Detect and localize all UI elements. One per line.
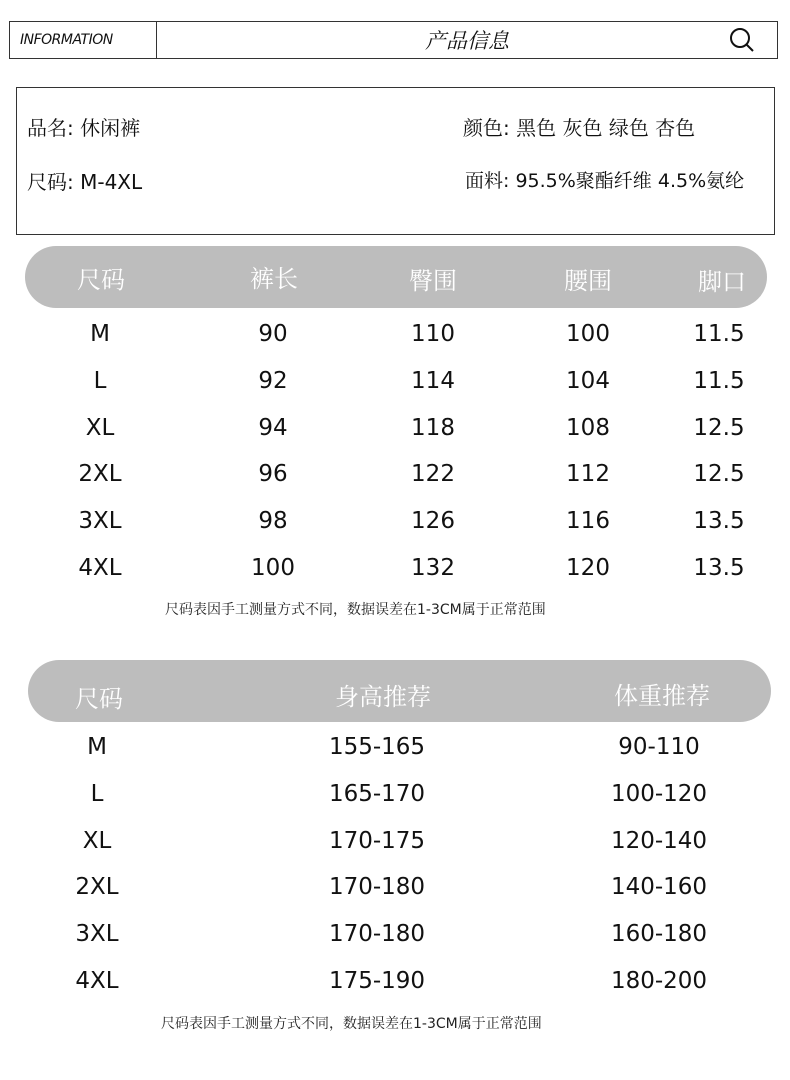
cell-height: 165-170 [328, 780, 426, 807]
col-header-weight: 体重推荐 [614, 682, 710, 710]
size-range-value: M-4XL [80, 170, 143, 194]
cell-leg-opening: 12.5 [693, 461, 745, 488]
cell-size: XL [82, 827, 112, 854]
cell-height: 175-190 [328, 968, 426, 994]
cell-height: 155-165 [328, 734, 426, 760]
cell-pants-length: 94 [258, 414, 288, 441]
size-table-header [25, 246, 767, 308]
col-header-size: 尺码 [77, 266, 125, 294]
fabric-label: 面料: [465, 170, 510, 192]
col-header-height: 身高推荐 [335, 683, 431, 711]
colors-value: 黑色 灰色 绿色 杏色 [516, 116, 696, 140]
cell-hip: 132 [411, 555, 455, 581]
cell-pants-length: 90 [258, 321, 288, 347]
cell-size: 3XL [78, 508, 122, 535]
cell-pants-length: 96 [258, 461, 288, 488]
col-header-leg-opening: 脚口 [698, 268, 746, 296]
product-name-value: 休闲裤 [80, 116, 141, 140]
cell-size: 4XL [78, 555, 122, 581]
cell-waist: 112 [566, 461, 610, 488]
cell-leg-opening: 11.5 [693, 367, 745, 394]
cell-size: L [93, 367, 107, 394]
size-table-note: 尺码表因手工测量方式不同，数据误差在1-3CM属于正常范围 [165, 602, 546, 618]
page-title: 产品信息 [425, 29, 509, 53]
cell-size: M [87, 734, 107, 760]
product-size-range [27, 166, 142, 195]
cell-size: 2XL [78, 461, 122, 488]
cell-hip: 122 [411, 461, 455, 488]
cell-weight: 100-120 [610, 780, 708, 807]
cell-pants-length: 100 [251, 555, 295, 581]
col-header-pants-length: 裤长 [250, 265, 298, 293]
col-header-size: 尺码 [75, 685, 123, 713]
cell-weight: 180-200 [610, 968, 708, 994]
cell-size: 4XL [75, 968, 119, 994]
cell-size: 3XL [75, 921, 119, 948]
cell-hip: 110 [411, 321, 455, 347]
colors-label: 颜色: [463, 116, 510, 140]
product-colors [463, 112, 695, 141]
cell-size: M [90, 321, 110, 347]
cell-hip: 118 [411, 414, 455, 441]
cell-size: L [90, 780, 104, 807]
cell-height: 170-180 [328, 874, 426, 901]
cell-hip: 126 [411, 508, 455, 535]
information-tag: INFORMATION [10, 22, 157, 58]
cell-leg-opening: 12.5 [693, 414, 745, 441]
product-info-box [16, 87, 775, 235]
recommend-table-note: 尺码表因手工测量方式不同，数据误差在1-3CM属于正常范围 [161, 1016, 542, 1032]
info-header [9, 21, 778, 59]
cell-weight: 120-140 [610, 827, 708, 854]
product-fabric [465, 166, 744, 193]
cell-waist: 120 [566, 555, 610, 581]
product-name [27, 112, 140, 141]
cell-leg-opening: 13.5 [693, 508, 745, 535]
fabric-value: 95.5%聚酯纤维 4.5%氨纶 [515, 170, 745, 192]
col-header-hip: 臀围 [409, 267, 457, 295]
product-name-label: 品名: [27, 116, 74, 140]
size-range-label: 尺码: [27, 170, 74, 194]
cell-pants-length: 92 [258, 367, 288, 394]
cell-weight: 160-180 [610, 921, 708, 948]
col-header-waist: 腰围 [564, 267, 612, 295]
cell-waist: 104 [566, 367, 610, 394]
recommend-table-header [28, 660, 771, 722]
cell-waist: 116 [566, 508, 610, 535]
cell-size: XL [85, 414, 115, 441]
cell-waist: 100 [566, 321, 610, 347]
cell-weight: 140-160 [610, 874, 708, 901]
cell-height: 170-180 [328, 921, 426, 948]
cell-leg-opening: 13.5 [693, 555, 745, 581]
search-icon[interactable] [729, 27, 755, 53]
cell-hip: 114 [411, 367, 455, 394]
cell-pants-length: 98 [258, 508, 288, 535]
cell-leg-opening: 11.5 [693, 321, 745, 347]
cell-height: 170-175 [328, 827, 426, 854]
cell-waist: 108 [566, 414, 610, 441]
cell-weight: 90-110 [618, 734, 700, 760]
cell-size: 2XL [75, 874, 119, 901]
